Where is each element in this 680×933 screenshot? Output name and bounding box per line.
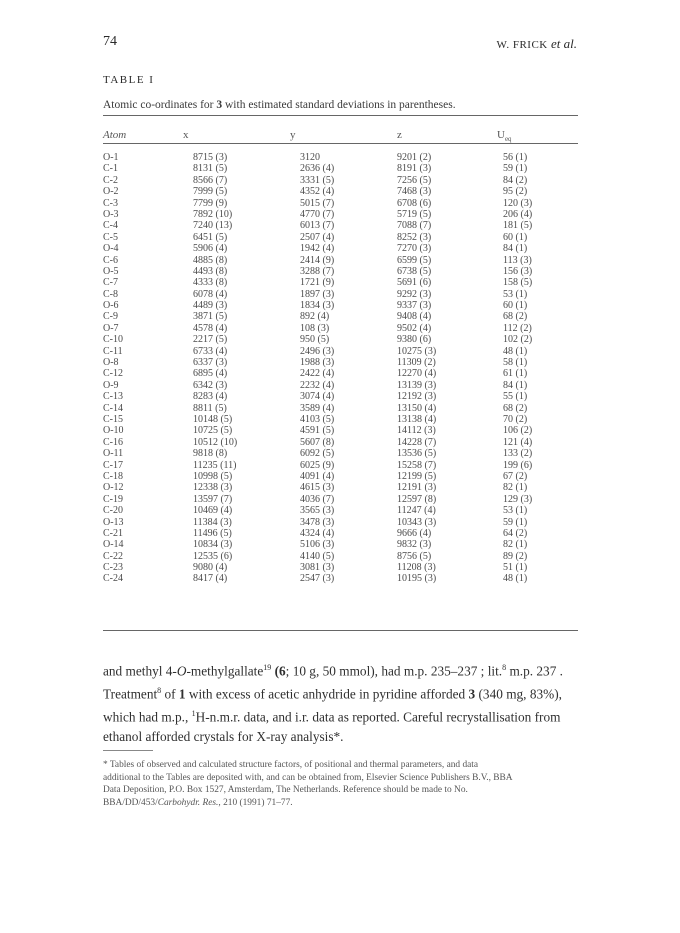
cell-y: 1834 (3) <box>300 300 335 312</box>
cell-x: 8417 (4) <box>193 573 228 585</box>
cell-u: 53 (1) <box>503 505 528 517</box>
cell-u: 82 (1) <box>503 482 528 494</box>
body-line-2: Treatment$^8$ of 1 with excess of acetic anhydride in pyridine afforded 3 (340 mg, 83%), <box>103 686 562 702</box>
cell-z: 11247 (4) <box>397 505 436 517</box>
cell-atom: C-5 <box>103 231 118 243</box>
cell-atom: O-1 <box>103 152 119 163</box>
body-text <box>103 658 579 747</box>
cell-y: 5106 (3) <box>300 539 335 551</box>
cell-y: 4352 (4) <box>300 186 335 198</box>
cell-y: 2496 (3) <box>300 345 335 357</box>
table-row <box>103 573 578 584</box>
table-row <box>103 357 578 368</box>
cell-z: 7468 (3) <box>397 186 432 198</box>
cell-atom: C-2 <box>103 174 118 186</box>
cell-z: 9666 (4) <box>397 527 432 539</box>
cell-x: 9818 (8) <box>193 448 228 460</box>
cell-atom: O-10 <box>103 425 124 437</box>
cell-z: 9832 (3) <box>397 539 432 551</box>
cell-y: 4140 (5) <box>300 550 335 562</box>
cell-atom: O-7 <box>103 322 119 334</box>
cell-y: 3120 <box>300 152 320 163</box>
col-header-atom: Atom <box>103 129 127 141</box>
footnote-line-4: BBA/DD/453/Carbohydr. Res., 210 (1991) 71–77. <box>103 797 293 808</box>
cell-u: 95 (2) <box>503 186 528 198</box>
cell-z: 6599 (5) <box>397 254 432 266</box>
cell-atom: C-18 <box>103 470 123 482</box>
cell-z: 6708 (6) <box>397 197 432 209</box>
cell-atom: C-3 <box>103 197 118 209</box>
cell-y: 4615 (3) <box>300 482 335 494</box>
cell-z: 14112 (3) <box>397 425 436 437</box>
cell-atom: C-17 <box>103 459 123 471</box>
cell-y: 1942 (4) <box>300 243 335 255</box>
cell-z: 7088 (7) <box>397 220 432 232</box>
cell-atom: O-5 <box>103 265 119 277</box>
table-top-rule <box>103 115 578 116</box>
cell-u: 51 (1) <box>503 562 528 574</box>
cell-y: 4770 (7) <box>300 208 335 220</box>
table-row <box>103 460 578 471</box>
cell-u: 206 (4) <box>503 208 533 220</box>
cell-z: 10275 (3) <box>397 345 437 357</box>
table-row <box>103 517 578 528</box>
table-label: TABLE I <box>103 74 155 86</box>
cell-y: 3589 (4) <box>300 402 335 414</box>
cell-u: 60 (1) <box>503 231 528 243</box>
cell-u: 59 (1) <box>503 163 528 175</box>
cell-u: 70 (2) <box>503 413 528 425</box>
table-row <box>103 437 578 448</box>
cell-x: 10834 (3) <box>193 539 233 551</box>
table-bottom-rule <box>103 630 578 631</box>
table-row <box>103 539 578 550</box>
table-row <box>103 414 578 425</box>
cell-atom: C-15 <box>103 413 123 425</box>
cell-atom: C-13 <box>103 391 123 403</box>
page-number: 74 <box>103 34 117 49</box>
cell-atom: O-4 <box>103 243 119 255</box>
caption-compound: 3 <box>216 99 223 111</box>
table-row <box>103 175 578 186</box>
table-caption <box>103 99 456 111</box>
cell-z: 12192 (3) <box>397 391 437 403</box>
cell-y: 4103 (5) <box>300 413 335 425</box>
cell-y: 4091 (4) <box>300 470 335 482</box>
cell-z: 9380 (6) <box>397 334 432 346</box>
cell-z: 9201 (2) <box>397 152 432 163</box>
table-row <box>103 482 578 493</box>
cell-u: 158 (5) <box>503 277 533 289</box>
cell-u: 58 (1) <box>503 357 528 369</box>
cell-atom: C-8 <box>103 288 118 300</box>
cell-y: 5015 (7) <box>300 197 335 209</box>
table-row <box>103 391 578 402</box>
cell-y: 1897 (3) <box>300 288 335 300</box>
cell-atom: C-7 <box>103 277 118 289</box>
cell-u: 113 (3) <box>503 254 532 266</box>
table-row <box>103 368 578 379</box>
cell-z: 11208 (3) <box>397 562 436 574</box>
cell-u: 133 (2) <box>503 448 533 460</box>
footnote-line-3: Data Deposition, P.O. Box 1527, Amsterdam, The Netherlands. Reference should be made to No. <box>103 785 468 796</box>
cell-x: 4333 (8) <box>193 277 228 289</box>
cell-atom: O-2 <box>103 186 119 198</box>
cell-u: 82 (1) <box>503 539 528 551</box>
cell-u: 121 (4) <box>503 436 533 448</box>
running-head-author: W. FRICK <box>496 39 548 51</box>
cell-z: 9408 (4) <box>397 311 432 323</box>
table-row <box>103 551 578 562</box>
table-row <box>103 243 578 254</box>
cell-x: 7892 (10) <box>193 208 233 220</box>
cell-y: 5607 (8) <box>300 436 335 448</box>
col-header-x: x <box>183 129 189 141</box>
table-row <box>103 266 578 277</box>
cell-atom: O-14 <box>103 539 124 551</box>
cell-x: 6342 (3) <box>193 379 228 391</box>
cell-x: 10998 (5) <box>193 470 233 482</box>
cell-y: 108 (3) <box>300 322 330 334</box>
cell-z: 9337 (3) <box>397 300 432 312</box>
cell-y: 3478 (3) <box>300 516 335 528</box>
cell-x: 6078 (4) <box>193 288 228 300</box>
table-row <box>103 528 578 539</box>
table-row <box>103 471 578 482</box>
cell-u: 181 (5) <box>503 220 533 232</box>
footnote <box>103 759 579 809</box>
table-row <box>103 209 578 220</box>
cell-u: 199 (6) <box>503 459 533 471</box>
cell-atom: O-11 <box>103 448 124 460</box>
cell-z: 10195 (3) <box>397 573 437 585</box>
table-row <box>103 277 578 288</box>
table-row <box>103 232 578 243</box>
cell-y: 6025 (9) <box>300 459 335 471</box>
cell-z: 15258 (7) <box>397 459 437 471</box>
cell-z: 7256 (5) <box>397 174 432 186</box>
cell-x: 5906 (4) <box>193 243 228 255</box>
cell-y: 2636 (4) <box>300 163 335 175</box>
col-header-u-main: U <box>497 129 505 141</box>
table-row <box>103 220 578 231</box>
cell-atom: C-6 <box>103 254 118 266</box>
cell-atom: O-13 <box>103 516 124 528</box>
cell-z: 13138 (4) <box>397 413 437 425</box>
cell-z: 14228 (7) <box>397 436 437 448</box>
cell-x: 8283 (4) <box>193 391 228 403</box>
cell-u: 61 (1) <box>503 368 528 380</box>
cell-x: 4489 (3) <box>193 300 228 312</box>
cell-y: 3331 (5) <box>300 174 335 186</box>
cell-y: 3081 (3) <box>300 562 335 574</box>
footnote-line-2: additional to the Tables are deposited with, and can be obtained from, Elsevier Science Publishers B.V., BBA <box>103 772 513 783</box>
table-row <box>103 198 578 209</box>
cell-x: 8566 (7) <box>193 174 228 186</box>
cell-atom: C-20 <box>103 505 123 517</box>
cell-atom: O-3 <box>103 208 119 220</box>
cell-atom: O-8 <box>103 357 119 369</box>
body-line-1: and methyl 4-O-methylgallate$^{19}$ (6; 10 g, 50 mmol), had m.p. 235–237 ; lit.$^8$ m.p. 237 . <box>103 663 564 679</box>
cell-atom: C-19 <box>103 493 123 505</box>
cell-y: 2232 (4) <box>300 379 335 391</box>
table-row <box>103 505 578 516</box>
cell-atom: C-22 <box>103 550 123 562</box>
cell-atom: C-10 <box>103 334 123 346</box>
cell-z: 5719 (5) <box>397 208 432 220</box>
caption-text-pre: Atomic co-ordinates for <box>103 99 217 111</box>
cell-x: 12535 (6) <box>193 550 233 562</box>
cell-x: 13597 (7) <box>193 493 233 505</box>
cell-u: 68 (2) <box>503 402 528 414</box>
cell-x: 10148 (5) <box>193 413 233 425</box>
cell-z: 7270 (3) <box>397 243 432 255</box>
cell-u: 106 (2) <box>503 425 533 437</box>
cell-u: 102 (2) <box>503 334 533 346</box>
cell-x: 9080 (4) <box>193 562 228 574</box>
cell-y: 1721 (9) <box>300 277 335 289</box>
cell-z: 5691 (6) <box>397 277 432 289</box>
cell-x: 10512 (10) <box>193 436 238 448</box>
cell-x: 11384 (3) <box>193 516 232 528</box>
cell-x: 11496 (5) <box>193 527 232 539</box>
cell-u: 53 (1) <box>503 288 528 300</box>
cell-z: 9502 (4) <box>397 322 432 334</box>
footnote-line-1: * Tables of observed and calculated structure factors, of positional and thermal parameters, and data <box>103 760 479 770</box>
table-row <box>103 448 578 459</box>
table-row <box>103 346 578 357</box>
col-header-z: z <box>397 129 402 141</box>
cell-x: 8131 (5) <box>193 163 228 175</box>
cell-u: 48 (1) <box>503 573 528 585</box>
table-row <box>103 300 578 311</box>
cell-y: 2414 (9) <box>300 254 335 266</box>
cell-u: 84 (1) <box>503 379 528 391</box>
cell-y: 4324 (4) <box>300 527 335 539</box>
table-row <box>103 255 578 266</box>
cell-y: 4591 (5) <box>300 425 335 437</box>
cell-z: 10343 (3) <box>397 516 437 528</box>
cell-atom: C-1 <box>103 163 118 175</box>
table-row <box>103 425 578 436</box>
cell-atom: O-12 <box>103 482 124 494</box>
cell-atom: C-14 <box>103 402 123 414</box>
cell-u: 55 (1) <box>503 391 528 403</box>
running-head-etal: et al. <box>551 36 577 51</box>
cell-x: 6895 (4) <box>193 368 228 380</box>
table-row <box>103 380 578 391</box>
cell-atom: O-6 <box>103 300 119 312</box>
cell-x: 3871 (5) <box>193 311 228 323</box>
cell-u: 129 (3) <box>503 493 533 505</box>
cell-u: 60 (1) <box>503 300 528 312</box>
cell-z: 8252 (3) <box>397 231 432 243</box>
cell-x: 10469 (4) <box>193 505 233 517</box>
cell-z: 11309 (2) <box>397 357 436 369</box>
cell-atom: O-9 <box>103 379 119 391</box>
cell-y: 4036 (7) <box>300 493 335 505</box>
cell-u: 84 (2) <box>503 174 528 186</box>
table-row <box>103 403 578 414</box>
cell-x: 6733 (4) <box>193 345 228 357</box>
footnote-rule <box>103 750 153 751</box>
cell-atom: C-11 <box>103 345 123 357</box>
cell-u: 48 (1) <box>503 345 528 357</box>
cell-atom: C-16 <box>103 436 123 448</box>
cell-z: 13139 (3) <box>397 379 437 391</box>
table-row <box>103 562 578 573</box>
cell-u: 120 (3) <box>503 197 533 209</box>
col-header-y: y <box>290 129 296 141</box>
cell-y: 6092 (5) <box>300 448 335 460</box>
cell-z: 13536 (5) <box>397 448 437 460</box>
cell-y: 3565 (3) <box>300 505 335 517</box>
cell-y: 1988 (3) <box>300 357 335 369</box>
table-row <box>103 186 578 197</box>
cell-x: 8811 (5) <box>193 402 227 414</box>
cell-y: 6013 (7) <box>300 220 335 232</box>
table-row <box>103 323 578 334</box>
cell-x: 6337 (3) <box>193 357 228 369</box>
cell-atom: C-23 <box>103 562 123 574</box>
cell-z: 12270 (4) <box>397 368 437 380</box>
cell-x: 7999 (5) <box>193 186 228 198</box>
cell-y: 2507 (4) <box>300 231 335 243</box>
cell-u: 112 (2) <box>503 322 532 334</box>
cell-x: 8715 (3) <box>193 152 228 163</box>
cell-u: 89 (2) <box>503 550 528 562</box>
cell-z: 8191 (3) <box>397 163 432 175</box>
cell-atom: C-9 <box>103 311 118 323</box>
body-line-4: ethanol afforded crystals for X-ray analysis*. <box>103 729 344 745</box>
cell-y: 2547 (3) <box>300 573 335 585</box>
cell-x: 10725 (5) <box>193 425 233 437</box>
cell-x: 6451 (5) <box>193 231 228 243</box>
table-row <box>103 494 578 505</box>
col-header-u-sub: eq <box>504 135 512 144</box>
cell-atom: C-12 <box>103 368 123 380</box>
coordinates-table-body <box>103 152 578 585</box>
cell-x: 4885 (8) <box>193 254 228 266</box>
table-row <box>103 152 578 163</box>
cell-y: 3288 (7) <box>300 265 335 277</box>
caption-text-post: with estimated standard deviations in parentheses. <box>222 99 456 111</box>
cell-x: 2217 (5) <box>193 334 228 346</box>
col-header-u <box>497 129 512 143</box>
table-row <box>103 311 578 322</box>
cell-y: 950 (5) <box>300 334 330 346</box>
table-row <box>103 289 578 300</box>
cell-atom: C-21 <box>103 527 123 539</box>
cell-z: 12597 (8) <box>397 493 437 505</box>
cell-atom: C-4 <box>103 220 118 232</box>
cell-u: 59 (1) <box>503 516 528 528</box>
cell-x: 4578 (4) <box>193 322 228 334</box>
body-line-3: which had m.p., $^1$H-n.m.r. data, and i.r. data as reported. Careful recrystallisation from <box>103 709 561 725</box>
table-row <box>103 163 578 174</box>
cell-u: 84 (1) <box>503 243 528 255</box>
table-row <box>103 334 578 345</box>
cell-z: 6738 (5) <box>397 265 432 277</box>
cell-z: 12199 (5) <box>397 470 437 482</box>
table-mid-rule <box>103 143 578 144</box>
running-head <box>496 36 577 52</box>
cell-u: 64 (2) <box>503 527 528 539</box>
cell-y: 892 (4) <box>300 311 330 323</box>
cell-x: 4493 (8) <box>193 265 228 277</box>
cell-u: 156 (3) <box>503 265 533 277</box>
cell-u: 68 (2) <box>503 311 528 323</box>
cell-atom: C-24 <box>103 573 123 585</box>
cell-x: 12338 (3) <box>193 482 233 494</box>
cell-y: 3074 (4) <box>300 391 335 403</box>
cell-u: 56 (1) <box>503 152 528 163</box>
cell-z: 12191 (3) <box>397 482 437 494</box>
cell-z: 13150 (4) <box>397 402 437 414</box>
cell-z: 9292 (3) <box>397 288 432 300</box>
cell-x: 7799 (9) <box>193 197 228 209</box>
cell-y: 2422 (4) <box>300 368 335 380</box>
cell-z: 8756 (5) <box>397 550 432 562</box>
cell-u: 67 (2) <box>503 470 528 482</box>
cell-x: 7240 (13) <box>193 220 233 232</box>
cell-x: 11235 (11) <box>193 459 237 471</box>
